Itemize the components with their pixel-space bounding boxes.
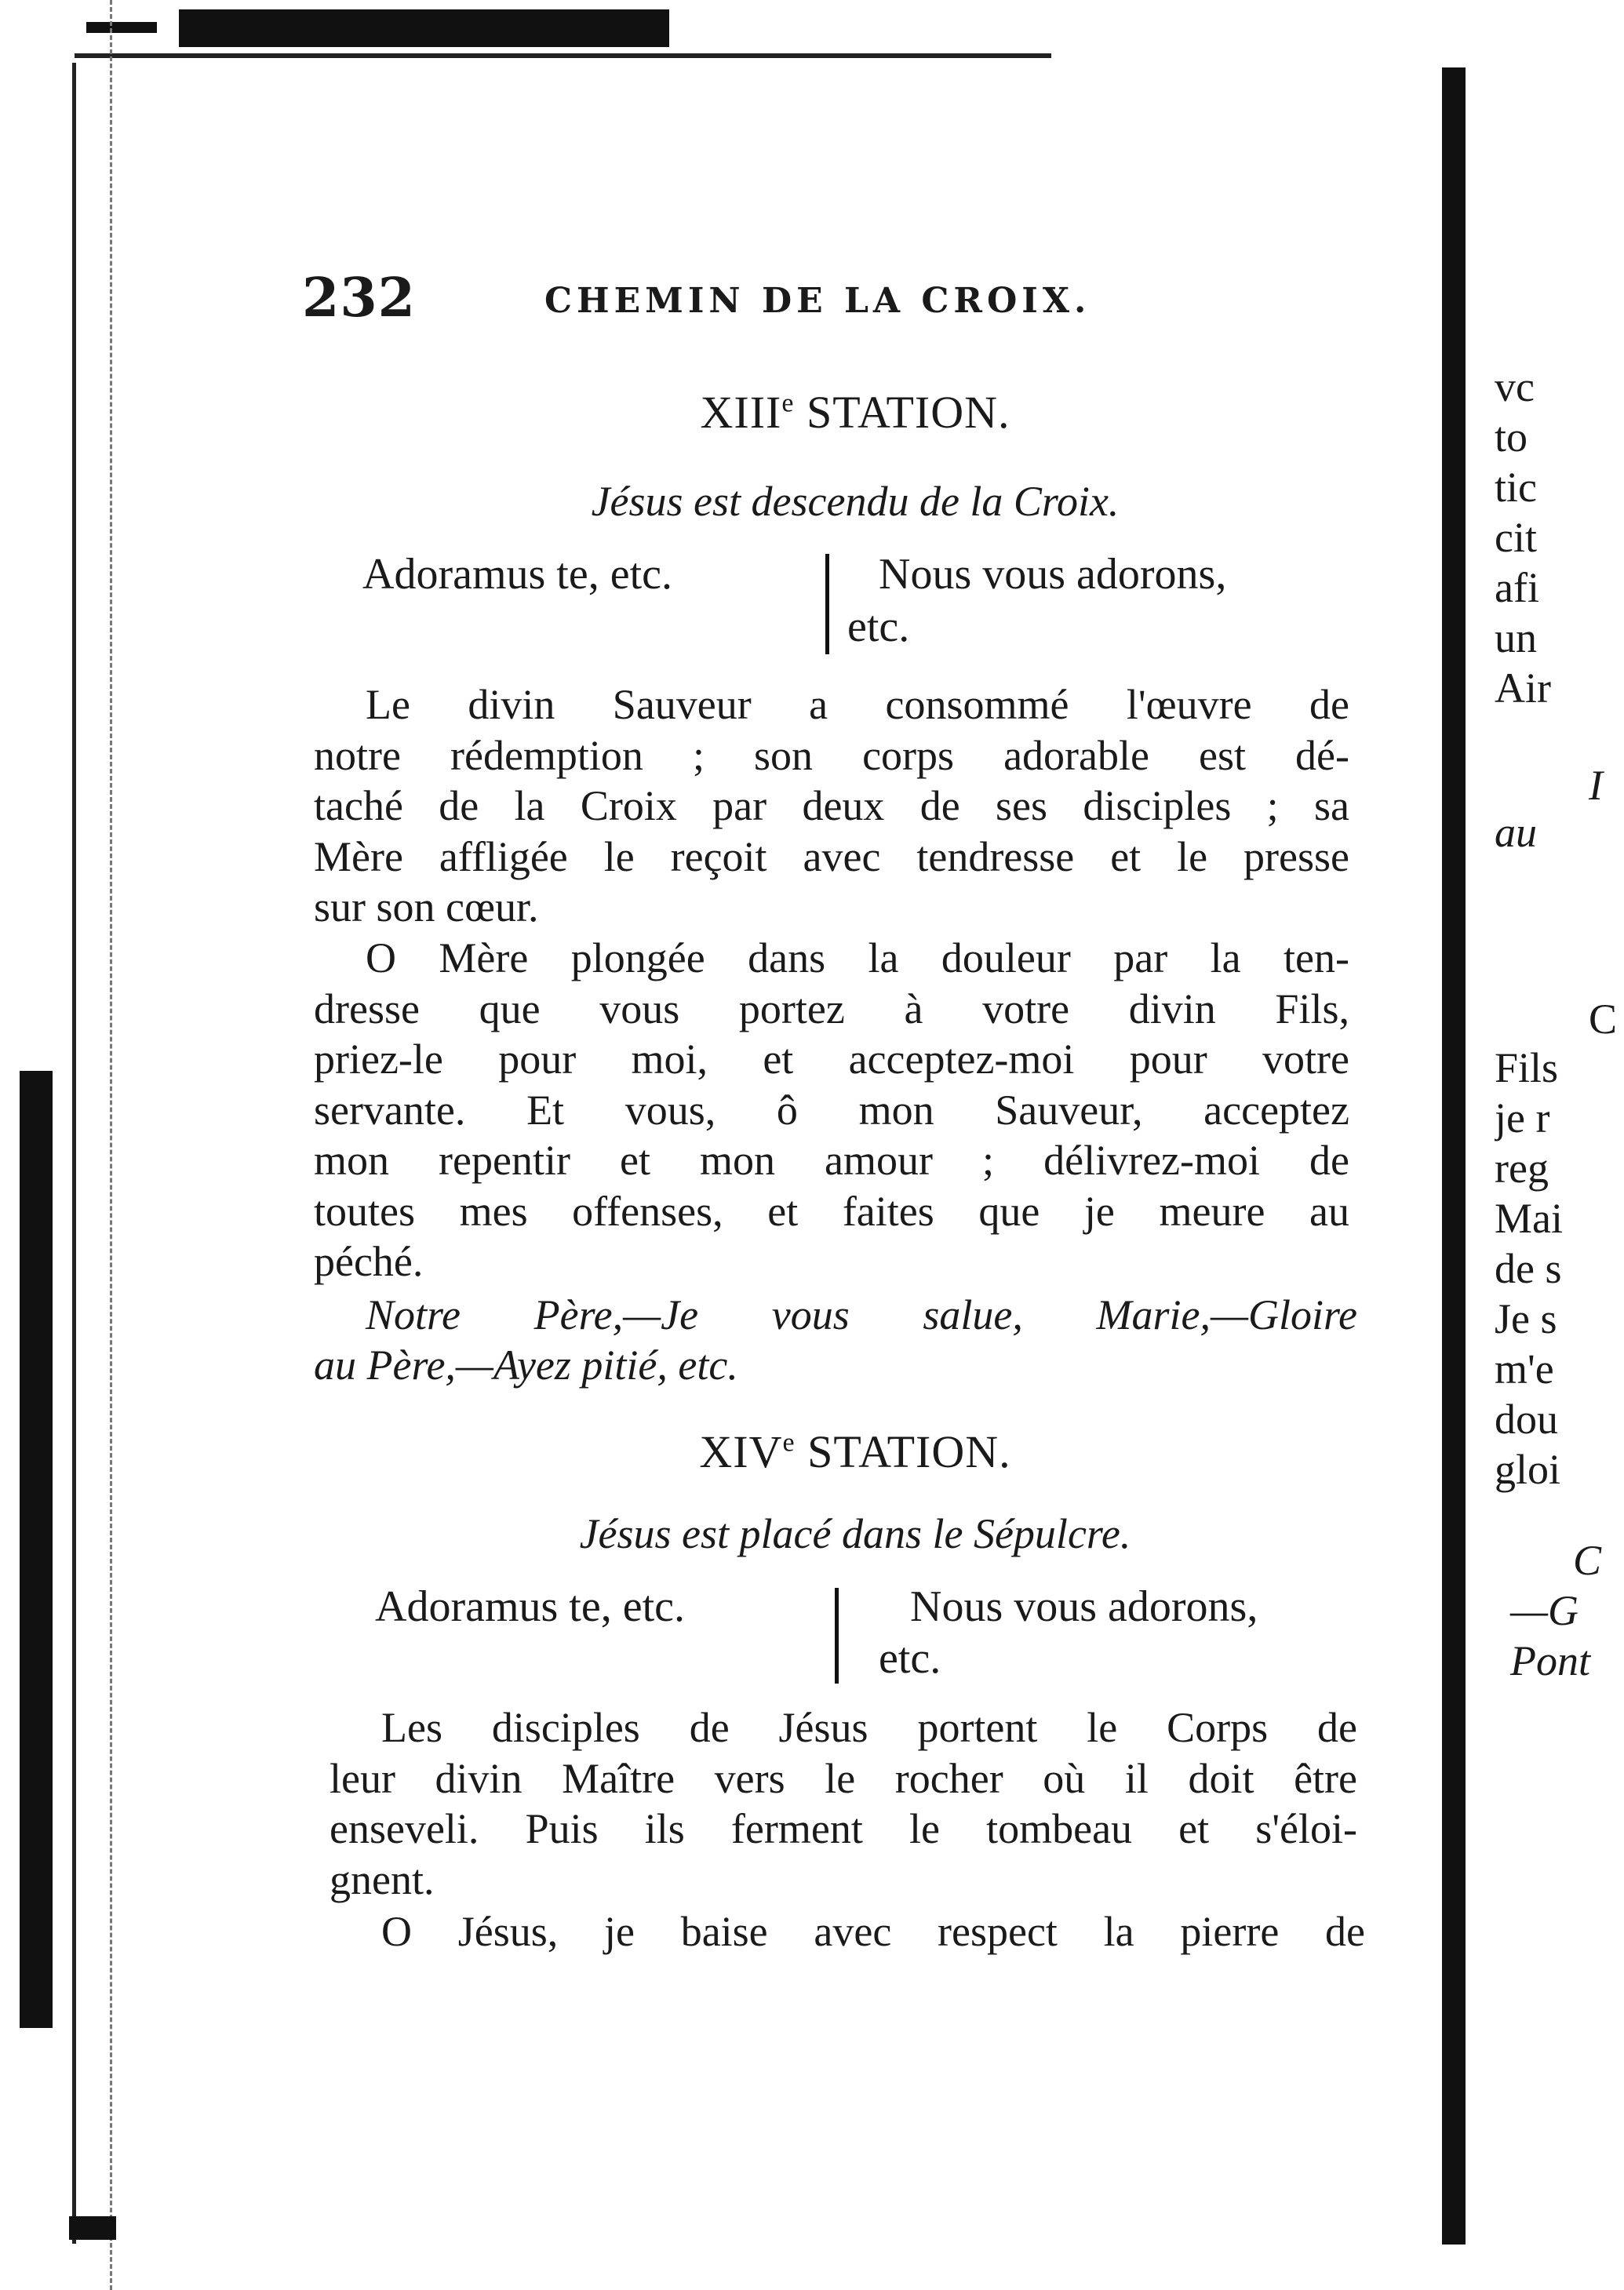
station-14-paragraph-2 — [330, 1906, 1365, 1957]
scan-artifact-top-left — [86, 22, 157, 33]
text-line: taché de la Croix par deux de ses disciples ; sa — [314, 782, 1349, 829]
fragment-line: m'e — [1495, 1345, 1554, 1393]
fragment-line: au — [1495, 809, 1537, 856]
text-line: péché. — [314, 1238, 424, 1285]
station-14-word: STATION. — [807, 1426, 1011, 1477]
fragment-line: Air — [1495, 664, 1551, 712]
fragment-line: reg — [1495, 1145, 1549, 1192]
fragment-line: cit — [1495, 514, 1537, 561]
station-13-word: STATION. — [806, 387, 1010, 438]
text-line: Mère affligée le reçoit avec tendresse et le presse — [314, 832, 1349, 880]
fragment-line: Fils — [1495, 1044, 1559, 1091]
left-dashed-edge — [110, 0, 112, 2290]
station-14-response-french-1: Nous vous adorons, — [910, 1582, 1258, 1631]
station-13-prayer — [314, 1290, 1357, 1390]
text-line: Les disciples de Jésus portent le Corps de — [381, 1704, 1357, 1751]
fragment-line: vc — [1495, 363, 1535, 410]
text-line: toutes mes offenses, et faites que je meure au — [314, 1187, 1349, 1235]
station-14-numeral: XIV — [699, 1426, 783, 1477]
fragment-line: un — [1495, 614, 1537, 661]
fragment-line: afi — [1495, 564, 1539, 611]
text-line: priez-le pour moi, et acceptez-moi pour votre — [314, 1036, 1349, 1083]
station-14-paragraph-1 — [330, 1702, 1357, 1905]
page-number: 232 — [302, 267, 416, 329]
text-line: dresse que vous portez à votre divin Fils, — [314, 985, 1349, 1032]
station-13-response-french-2: etc. — [847, 603, 910, 651]
station-14-subtitle: Jésus est placé dans le Sépulcre. — [579, 1510, 1131, 1557]
station-13-paragraph-2 — [314, 933, 1349, 1287]
station-14-response-latin: Adoramus te, etc. — [375, 1582, 685, 1631]
text-line: au Père,—Ayez pitié, etc. — [314, 1342, 738, 1389]
text-line: O Mère plongée dans la douleur par la ten- — [366, 934, 1349, 981]
text-line: O Jésus, je baise avec respect la pierre de — [381, 1908, 1365, 1955]
station-14-response-french-2: etc. — [879, 1634, 941, 1683]
bottom-corner-artifact — [69, 2216, 116, 2240]
station-13-response-divider — [825, 554, 829, 654]
text-line: notre rédemption ; son corps adorable est dé- — [314, 731, 1349, 779]
fragment-line: je r — [1495, 1094, 1550, 1141]
text-line: enseveli. Puis ils ferment le tombeau et s'éloi- — [330, 1805, 1357, 1852]
fragment-line: I — [1589, 762, 1603, 809]
fragment-line: —G — [1510, 1587, 1579, 1634]
text-line: sur son cœur. — [314, 883, 539, 930]
text-line: Le divin Sauveur a consommé l'œuvre de — [366, 681, 1349, 728]
station-13-response-french-1: Nous vous adorons, — [879, 550, 1227, 599]
top-border-rule — [75, 53, 1051, 58]
left-border-rule — [72, 63, 76, 2244]
text-line: mon repentir et mon amour ; délivrez-moi de — [314, 1137, 1349, 1184]
fragment-line: Pont — [1510, 1637, 1590, 1684]
fragment-line: C — [1573, 1537, 1602, 1584]
fragment-line: gloi — [1495, 1446, 1561, 1493]
station-14-sup: e — [782, 1428, 796, 1458]
text-line: leur divin Maître vers le rocher où il doit être — [330, 1754, 1357, 1802]
fragment-line: tic — [1495, 464, 1537, 511]
station-14-response-divider — [835, 1588, 839, 1684]
station-13-response-latin: Adoramus te, etc. — [362, 550, 672, 599]
left-binding-shadow — [20, 1071, 53, 2028]
fragment-line: Mai — [1495, 1195, 1563, 1242]
station-13-title — [314, 386, 1396, 439]
fragment-line: to — [1495, 413, 1528, 461]
fragment-line: dou — [1495, 1396, 1558, 1443]
station-13-subtitle: Jésus est descendu de la Croix. — [591, 478, 1120, 525]
station-13-numeral: XIII — [700, 387, 782, 438]
text-line: gnent. — [330, 1855, 435, 1903]
station-13-sup: e — [781, 388, 795, 418]
fragment-line: Je s — [1495, 1295, 1557, 1342]
fragment-line: C — [1589, 996, 1618, 1043]
text-line: Notre Père,—Je vous salue, Marie,—Gloire — [366, 1291, 1357, 1338]
running-head: CHEMIN DE LA CROIX. — [544, 281, 1091, 321]
station-13-paragraph-1 — [314, 679, 1349, 933]
scan-artifact-top-bar — [179, 9, 669, 47]
gutter-shadow-bar — [1442, 67, 1466, 2244]
fragment-line: de s — [1495, 1245, 1562, 1292]
next-page-fragment — [1495, 0, 1624, 2290]
text-line: servante. Et vous, ô mon Sauveur, acceptez — [314, 1086, 1349, 1134]
station-14-title — [314, 1425, 1396, 1478]
